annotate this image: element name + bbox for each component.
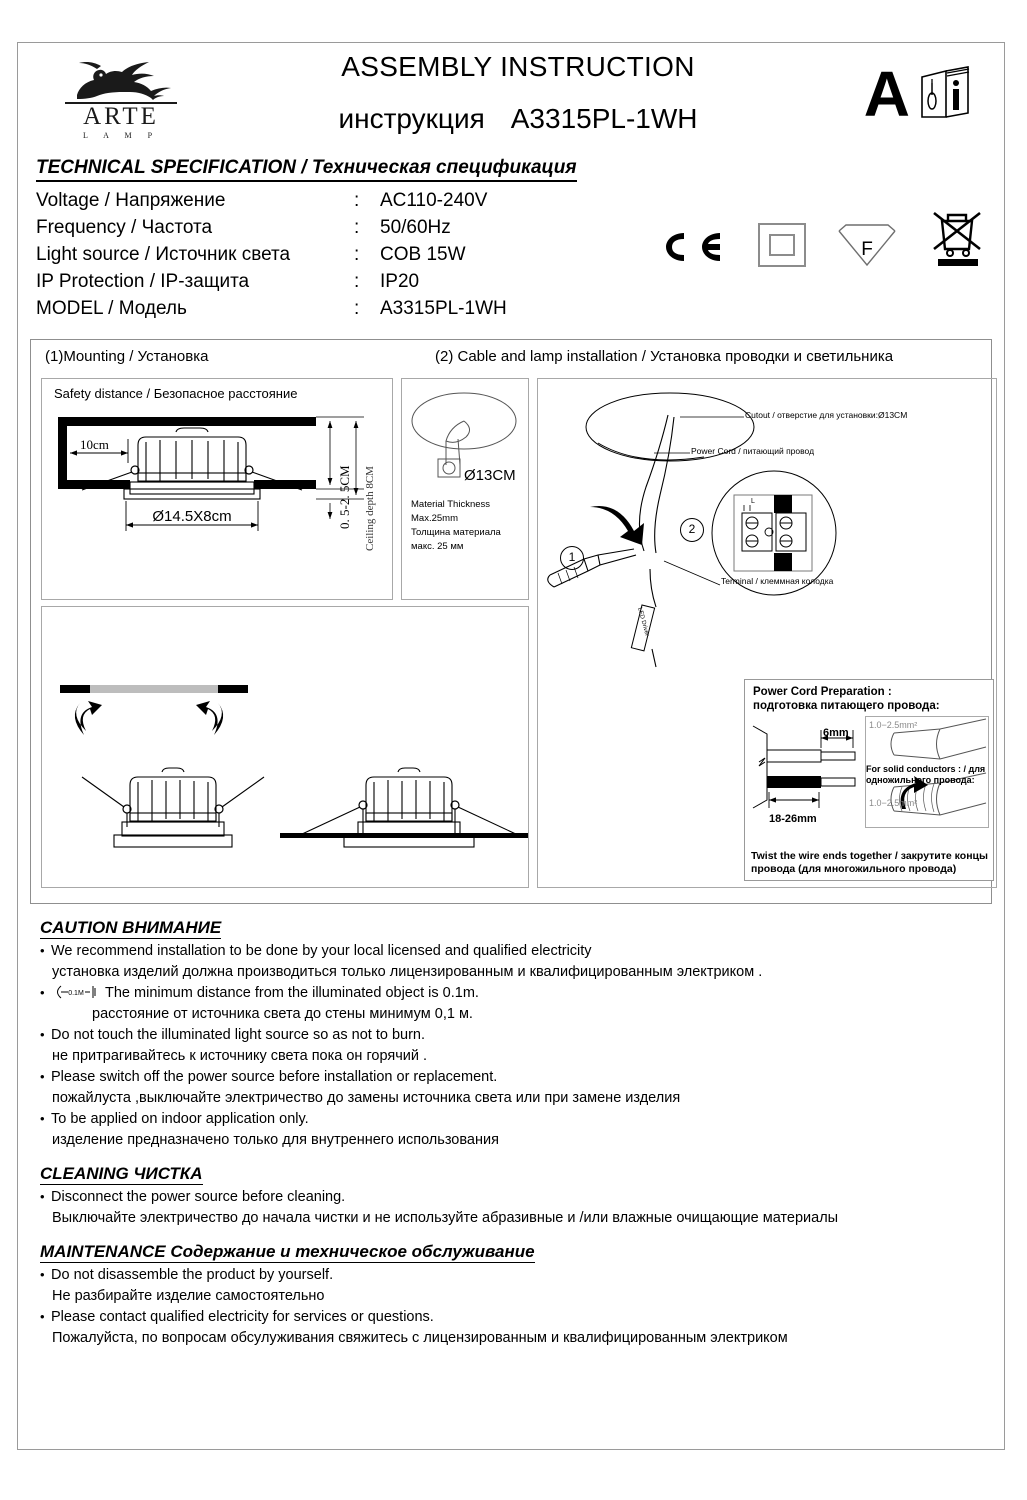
brand-subtitle: L A M P <box>82 130 160 140</box>
spec-label: Voltage / Напряжение <box>36 190 226 211</box>
maintenance-item-ru: Пожалуйста, по вопросам обсулуживания свяжитесь с лицензированным и квалифицированным электриком <box>52 1330 788 1346</box>
diagram-headings <box>31 340 991 371</box>
power-cord-preparation-box <box>744 679 994 881</box>
conductor-section-top-label: 1.0−2.5mm² <box>869 720 918 730</box>
ceiling-depth-label: Ceiling depth 8CM <box>364 466 376 551</box>
weee-crossed-bin-icon <box>928 209 986 267</box>
spec-row <box>36 268 1004 295</box>
caution-title: CAUTION ВНИМАНИЕ <box>40 918 222 937</box>
winged-lion-logo-icon <box>61 55 181 101</box>
diagram-body <box>41 378 988 895</box>
svg-text:10cm: 10cm <box>80 437 109 452</box>
svg-text:0.1M: • 0.1M <box>68 990 84 998</box>
spec-colon: : <box>354 244 360 265</box>
page-header <box>18 43 1004 151</box>
ceiling-cutout-panel <box>401 378 529 600</box>
ce-mark-icon <box>662 227 728 267</box>
material-thickness-line2: Max.25mm <box>411 513 458 524</box>
lamp-insertion-drawing <box>42 607 528 887</box>
model-code: A3315PL-1WH <box>510 103 698 134</box>
spec-colon: : <box>354 217 360 238</box>
pcp-footer-line1: Twist the wire ends together / закрутите концы <box>751 850 988 862</box>
cutout-diameter-label: Ø13CM <box>464 467 516 484</box>
spec-colon: : <box>354 271 360 292</box>
solid-conductor-note-text: For solid conductors : / для одножильного провода: <box>866 764 986 785</box>
cable-installation-panel <box>537 378 997 888</box>
cable-length-label: 18-26mm <box>769 813 817 825</box>
pcp-footer-line2: провода (для многожильного провода) <box>751 863 957 875</box>
safety-distance-title: Safety distance / Безопасное расстояние <box>54 386 298 401</box>
pcp-title-en: Power Cord Preparation : <box>753 686 892 698</box>
technical-specification <box>18 151 1004 337</box>
caution-item-en: • Do not touch the illuminated light source so as not to burn. <box>40 1025 1004 1046</box>
cleaning-item-en: • Disconnect the power source before cleaning. <box>40 1187 1004 1208</box>
spec-value: AC110-240V <box>380 190 488 211</box>
caution-item-ru: пожайлуста ,выключайте электричество до замены источника света или при замене изделия <box>52 1090 681 1106</box>
spec-label: Light source / Источник света <box>36 244 291 265</box>
caution-item-ru: изделение предназначено только для внутреннего использования <box>52 1132 499 1148</box>
maintenance-item-ru: Не разбирайте изделие самостоятельно <box>52 1288 325 1304</box>
spec-label: MODEL / Модель <box>36 298 187 319</box>
diagram-heading-mounting: (1)Mounting / Установка <box>45 348 209 365</box>
caution-distance-text: The minimum distance from the illuminated object is 0.1m. <box>105 985 479 1001</box>
terminal-callout-label: Terminal / клеммная колодка <box>721 576 834 586</box>
terminal-n-label: N <box>785 498 791 505</box>
class-two-double-square-icon <box>758 223 806 267</box>
caution-item-en: • We recommend installation to be done by your local licensed and qualified electricity <box>40 941 1004 962</box>
diagram-section <box>30 339 992 904</box>
brand-logo <box>56 55 186 140</box>
spec-title: TECHNICAL SPECIFICATION / Техническая спецификация <box>36 157 577 182</box>
title-english: ASSEMBLY INSTRUCTION <box>341 51 695 82</box>
minimum-distance-icon <box>53 985 97 999</box>
certification-marks <box>662 209 986 267</box>
cutout-callout-label: Cutout / отверстие для установки:Ø13CM <box>745 410 908 420</box>
instruction-page <box>17 42 1005 1450</box>
step-2-badge: 2 <box>680 518 704 542</box>
lamp-insertion-panel <box>41 606 529 888</box>
material-thickness-line1: Material Thickness <box>411 499 491 510</box>
material-thickness-line4: макс. 25 мм <box>411 541 464 552</box>
spec-row <box>36 295 1004 322</box>
maintenance-item-en: • Please contact qualified electricity for services or questions. <box>40 1307 1004 1328</box>
cable-installation-drawing <box>538 383 996 683</box>
pcp-title <box>753 685 940 713</box>
notes-section <box>18 904 1004 1349</box>
brand-name: ARTE <box>83 103 159 130</box>
solid-conductor-note <box>866 764 992 786</box>
spec-value: COB 15W <box>380 244 466 265</box>
spec-colon: : <box>354 298 360 319</box>
f-mark-triangle-icon <box>836 223 898 267</box>
spec-label: IP Protection / IP-защита <box>36 271 250 292</box>
depth-range-label: 0. 5-2. 5CM <box>337 465 352 529</box>
led-driver-label: LED Driver <box>636 607 650 637</box>
page-title <box>228 51 808 135</box>
svg-text:Ø14.5X8cm: Ø14.5X8cm <box>152 508 232 525</box>
spec-value: 50/60Hz <box>380 217 451 238</box>
title-russian-row <box>228 103 808 135</box>
cleaning-item-ru: Выключайте электричество до начала чистки и не используйте абразивные и /или влажные очищающие материалы <box>52 1210 839 1226</box>
step-1-badge: 1 <box>560 546 584 570</box>
instruction-manual-icon <box>916 65 972 123</box>
diagram-heading-cable: (2) Cable and lamp installation / Установка проводки и светильника <box>435 348 894 365</box>
spec-label: Frequency / Частота <box>36 217 213 238</box>
safety-distance-panel <box>41 378 393 600</box>
spec-value: A3315PL-1WH <box>380 298 507 319</box>
pcp-footer <box>751 850 988 876</box>
conductor-section-bottom-label: 1.0−2.5mm² <box>869 798 918 808</box>
svg-text:F: F <box>861 239 873 260</box>
maintenance-item-en: • Do not disassemble the product by yourself. <box>40 1265 1004 1286</box>
manual-mark <box>863 58 972 130</box>
caution-item-ru: не притрагивайтесь к источнику света пока он горячий . <box>52 1048 428 1064</box>
title-russian: инструкция <box>338 103 485 134</box>
a-letter: A <box>863 58 910 130</box>
maintenance-title: MAINTENANCE Содержание и техническое обслуживание <box>40 1242 535 1261</box>
caution-item-en: • To be applied on indoor application only. <box>40 1109 1004 1130</box>
caution-distance-ru: расстояние от источника света до стены минимум 0,1 м. <box>92 1006 473 1022</box>
spec-colon: : <box>354 190 360 211</box>
spec-value: IP20 <box>380 271 420 292</box>
cleaning-title: CLEANING ЧИСТКА <box>40 1164 203 1183</box>
pcp-title-ru: подготовка питающего провода: <box>753 700 940 712</box>
caution-item-en: • Please switch off the power source before installation or replacement. <box>40 1067 1004 1088</box>
power-cord-callout-label: Power Cord / питающий провод <box>691 446 815 456</box>
strip-length-label: 6mm <box>823 727 849 739</box>
terminal-l-label: L <box>751 498 755 505</box>
caution-item-ru: установка изделий должна производиться только лицензированным и квалифицированным электриком . <box>52 964 763 980</box>
material-thickness-line3: Толщина материала <box>411 527 501 538</box>
caution-item-distance <box>40 983 1004 1004</box>
